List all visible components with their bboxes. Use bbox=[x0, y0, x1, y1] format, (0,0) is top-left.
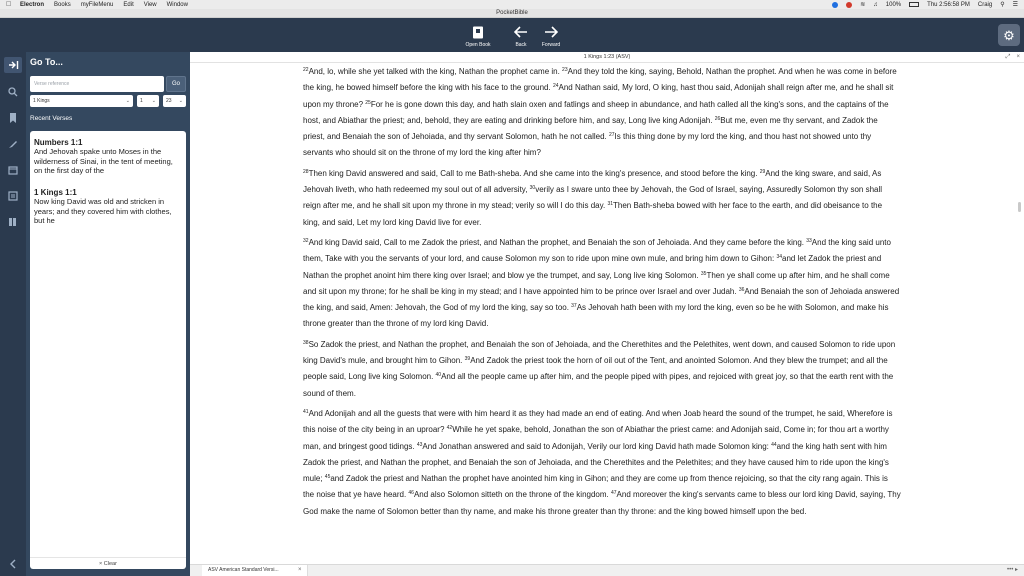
verse-text: As Jehovah hath been with my lord the king, even so be he with Solomon, and make his throne greater than the throne of my lord king David. bbox=[303, 303, 889, 329]
chevron-down-icon: ⌄ bbox=[151, 98, 156, 104]
expand-icon[interactable]: ⤢ bbox=[1005, 54, 1011, 60]
tab-bar bbox=[190, 564, 1024, 576]
verse-select-value: 23 bbox=[166, 98, 172, 104]
menu-myfilemenu[interactable]: myFileMenu bbox=[80, 1, 114, 8]
settings-button[interactable] bbox=[998, 24, 1020, 46]
wifi-icon[interactable]: ≋ bbox=[860, 2, 866, 8]
notes-icon[interactable] bbox=[4, 188, 22, 204]
verse-text: And all the people came up after him, and the people piped with pipes, and rejoiced with great joy, so that the earth rent with the sound of them. bbox=[303, 372, 894, 398]
reader-header bbox=[190, 52, 1024, 63]
go-button[interactable]: Go bbox=[166, 76, 186, 92]
verse-text: For he is gone down this day, and hath slain oxen and fatlings and sheep in abundance, and hath called all the king's sons, and the captains of the host, and Abiathar the priest; and, behold, they are eating and drinking before him, and say, Long live king Adonijah. bbox=[303, 99, 889, 125]
verse-text: And the king said unto them, Take with you the servants of your lord, and cause Solomon my son to ride upon mine own mule, and bring him down to Gihon: bbox=[303, 237, 891, 264]
open-book-button[interactable] bbox=[458, 24, 498, 48]
collapse-icon[interactable] bbox=[4, 556, 22, 572]
verse-text: And Jonathan answered and said to Adonijah, Verily our lord king David hath made Solomon king: bbox=[422, 441, 772, 451]
verse-text: So Zadok the priest, and Nathan the prophet, and Benaiah the son of Jehoiada, and the Cherethites and the Pelethites, went down, and caused Solomon to ride upon king David's mule, and brought him to Gihon. bbox=[303, 339, 896, 366]
passage-paragraph bbox=[303, 337, 901, 402]
goto-icon[interactable] bbox=[4, 57, 22, 73]
forward-button[interactable] bbox=[531, 24, 571, 48]
book-icon bbox=[458, 24, 498, 40]
close-icon[interactable]: × bbox=[1016, 54, 1020, 60]
verse-number[interactable]: 41 bbox=[303, 408, 309, 415]
verse-number[interactable]: 23 bbox=[562, 67, 568, 73]
verse-text: And Nathan said, My lord, O king, hast thou said, Adonijah shall reign after me, and he shall sit upon my throne? bbox=[303, 83, 894, 109]
tab-asv[interactable]: ASV American Standard Versi... bbox=[202, 565, 308, 576]
verse-text: And king David said, Call to me Zadok the priest, and Nathan the prophet, and Benaiah the son of Jehoiada. And they came before the king. bbox=[308, 237, 807, 247]
verse-text: and let Zadok the priest and Nathan the prophet anoint him there king over Israel; and blow ye the trumpet, and say, Long live king Solomon. bbox=[303, 254, 882, 280]
battery-label[interactable]: 100% bbox=[885, 1, 902, 8]
verse-number[interactable]: 38 bbox=[303, 339, 309, 346]
bible-reader bbox=[190, 52, 1024, 564]
verse-text: And Adonijah and all the guests that were with him heard it as they had made an end of eating. And when Joab heard the sound of the trumpet, he said, Wherefore is this noise of the city being in an uproar? bbox=[303, 408, 893, 435]
passage-paragraph bbox=[303, 235, 901, 333]
bookmark-icon[interactable] bbox=[4, 110, 22, 126]
verse-text: And they told the king, saying, Behold, Nathan the prophet. And when he was come in before the king, he bowed himself before the king with his face to the ground. bbox=[303, 67, 897, 93]
sidebar-rail bbox=[0, 52, 26, 576]
verse-text: verily as I sware unto thee by Jehovah, the God of Israel, saying, Assuredly Solomon thy son shall reign after me, and he shall sit upon my throne in my stead; verily so will I do this day. bbox=[303, 185, 883, 211]
recent-verse-item[interactable] bbox=[30, 131, 186, 176]
recent-verse-ref: 1 Kings 1:1 bbox=[34, 188, 77, 197]
verse-text: And Zadok the priest took the horn of oil out of the Tent, and anointed Solomon. And they blew the trumpet; and all the people said, Long live king Solomon. bbox=[303, 356, 888, 382]
chevron-down-icon: ⌄ bbox=[178, 98, 183, 104]
chevron-down-icon: ⌄ bbox=[125, 98, 130, 104]
search-icon[interactable] bbox=[4, 84, 22, 100]
recent-verse-text: Now king David was old and stricken in years; and they covered him with clothes, but he bbox=[34, 197, 172, 225]
passage-paragraph bbox=[303, 64, 901, 162]
clock[interactable]: Thu 2:56:58 PM bbox=[927, 1, 970, 8]
verse-text: And Benaiah the son of Jehoiada answered the king, and said, Amen: Jehovah, the God of my lord the king, say so too. bbox=[303, 286, 900, 313]
verse-number[interactable]: 43 bbox=[416, 441, 423, 448]
recent-verse-ref: Numbers 1:1 bbox=[34, 138, 83, 147]
arrow-right-icon bbox=[531, 24, 571, 40]
gear-icon: ⚙ bbox=[1003, 27, 1015, 43]
chapter-select[interactable] bbox=[137, 95, 159, 107]
verse-text: While he yet spake, behold, Jonathan the son of Abiathar the priest came: and Adonijah said, Come in; for thou art a worthy man, and bringest good tidings. bbox=[303, 425, 889, 451]
open-book-label: Open Book bbox=[465, 42, 491, 48]
verse-number[interactable]: 47 bbox=[610, 490, 617, 497]
verse-text: Then ye shall come up after him, and he shall come and sit upon my throne; for he shall be king in my stead; and I have appointed him to be prince over Israel and over Judah. bbox=[303, 270, 890, 296]
verse-text: And moreover the king's servants came to bless our lord king David, saying, Thy God make the name of Solomon better than thy name, and make his throne greater than thy throne: and the king bowed himself upon the bed. bbox=[303, 490, 901, 516]
menu-edit[interactable]: Edit bbox=[123, 1, 134, 8]
recent-verses-label: Recent Verses bbox=[30, 115, 73, 122]
verse-text: Then king David answered and said, Call to me Bath-sheba. And she came into the king's presence, and stood before the king. bbox=[308, 168, 760, 178]
verse-number[interactable]: 45 bbox=[324, 474, 331, 481]
volume-icon[interactable]: ♫ bbox=[873, 1, 878, 8]
status-icon-red[interactable] bbox=[846, 2, 852, 8]
verse-reference-input[interactable] bbox=[30, 76, 164, 92]
recent-verses-list bbox=[30, 131, 186, 568]
goto-panel bbox=[26, 52, 190, 576]
verse-number[interactable]: 30 bbox=[529, 185, 536, 192]
verse-number[interactable]: 44 bbox=[771, 441, 777, 448]
verse-number[interactable]: 40 bbox=[435, 372, 442, 379]
verse-number[interactable]: 29 bbox=[759, 168, 766, 175]
verse-number[interactable]: 35 bbox=[700, 270, 707, 277]
verse-text: and the king hath sent with him Zadok the priest, and Nathan the prophet, and Benaiah the son of Jehoiada, and the Cherethites and the Pelethites; and they have caused him to ride upon the king's mule; bbox=[303, 441, 889, 484]
verse-number[interactable]: 39 bbox=[464, 356, 471, 363]
apple-icon[interactable] bbox=[6, 1, 14, 8]
window-title: PocketBible bbox=[0, 9, 1024, 18]
menu-books[interactable]: Books bbox=[54, 1, 71, 8]
toolbar bbox=[0, 18, 1024, 52]
reader-controls bbox=[1006, 54, 1020, 61]
passage-reference: 1 Kings 1:23 (ASV) bbox=[583, 54, 631, 60]
menu-view[interactable]: View bbox=[143, 1, 157, 8]
passage-text bbox=[303, 64, 901, 564]
verse-number[interactable]: 32 bbox=[303, 237, 309, 244]
verse-number[interactable]: 26 bbox=[714, 115, 721, 122]
menu-bar bbox=[0, 0, 1024, 9]
verse-text: And the king sware, and said, As Jehovah liveth, who hath redeemed my soul out of all adversity, bbox=[303, 168, 882, 195]
calendar-icon[interactable] bbox=[4, 162, 22, 178]
verse-text: and Zadok the priest and Nathan the prophet have anointed him king in Gihon; and they are come up from thence rejoicing, so that the city rang again. This is the noise that ye have heard. bbox=[303, 474, 888, 500]
verse-number[interactable]: 37 bbox=[571, 303, 577, 310]
verse-number[interactable]: 46 bbox=[408, 490, 414, 497]
recent-verse-item[interactable] bbox=[30, 176, 186, 226]
chapter-select-value: 1 bbox=[140, 98, 143, 104]
passage-paragraph bbox=[303, 406, 901, 520]
menu-list-icon[interactable]: ☰ bbox=[1012, 2, 1018, 8]
close-icon[interactable]: × bbox=[298, 567, 302, 573]
verse-number[interactable]: 22 bbox=[303, 67, 309, 73]
search-icon[interactable]: ⚲ bbox=[1000, 2, 1005, 8]
book-select-value: 1 Kings bbox=[33, 98, 50, 104]
menu-window[interactable]: Window bbox=[166, 1, 188, 8]
highlighter-icon[interactable] bbox=[4, 136, 22, 152]
verse-number[interactable]: 31 bbox=[607, 201, 613, 208]
dropbox-icon[interactable] bbox=[832, 2, 838, 8]
verse-text: And also Solomon sitteth on the throne of the kingdom. bbox=[413, 490, 611, 500]
verse-number[interactable]: 25 bbox=[365, 99, 371, 106]
more-icon[interactable]: ••• ▸ bbox=[1007, 567, 1018, 573]
verse-number[interactable]: 36 bbox=[738, 286, 745, 293]
recent-verse-text: And Jehovah spake unto Moses in the wilderness of Sinai, in the tent of meeting, on the first day of the bbox=[34, 147, 173, 175]
menu-app[interactable]: Electron bbox=[20, 1, 45, 8]
battery-icon bbox=[909, 2, 919, 7]
verse-number[interactable]: 24 bbox=[552, 83, 559, 90]
verse-text: And, lo, while she yet talked with the king, Nathan the prophet came in. bbox=[308, 67, 563, 76]
forward-label: Forward bbox=[541, 42, 561, 48]
passage-paragraph bbox=[303, 166, 901, 231]
scrollbar-thumb[interactable] bbox=[1018, 202, 1021, 212]
verse-number[interactable]: 28 bbox=[303, 168, 309, 175]
verse-number[interactable]: 34 bbox=[776, 254, 783, 261]
verse-text: Then Bath-sheba bowed with her face to the earth, and did obeisance to the king, and said, Let my lord king David live for ever. bbox=[303, 201, 883, 227]
goto-title: Go To... bbox=[30, 57, 63, 67]
clear-button[interactable]: × Clear bbox=[30, 557, 186, 569]
verse-number[interactable]: 27 bbox=[608, 132, 615, 139]
verse-text: But me, even me thy servant, and Zadok the priest, and Benaiah the son of Jehoiada, and thy servant Solomon, hath he not called. bbox=[303, 115, 878, 142]
verse-number[interactable]: 42 bbox=[446, 425, 453, 432]
user-name[interactable]: Craig bbox=[977, 1, 993, 8]
library-icon[interactable] bbox=[4, 214, 22, 230]
verse-select[interactable] bbox=[163, 95, 186, 107]
verse-number[interactable]: 33 bbox=[806, 237, 812, 244]
back-label: Back bbox=[515, 42, 527, 48]
verse-text: Is this thing done by my lord the king, and thou hast not showed unto thy servants who should sit on the throne of my lord the king after him? bbox=[303, 132, 872, 158]
book-select[interactable] bbox=[30, 95, 133, 107]
